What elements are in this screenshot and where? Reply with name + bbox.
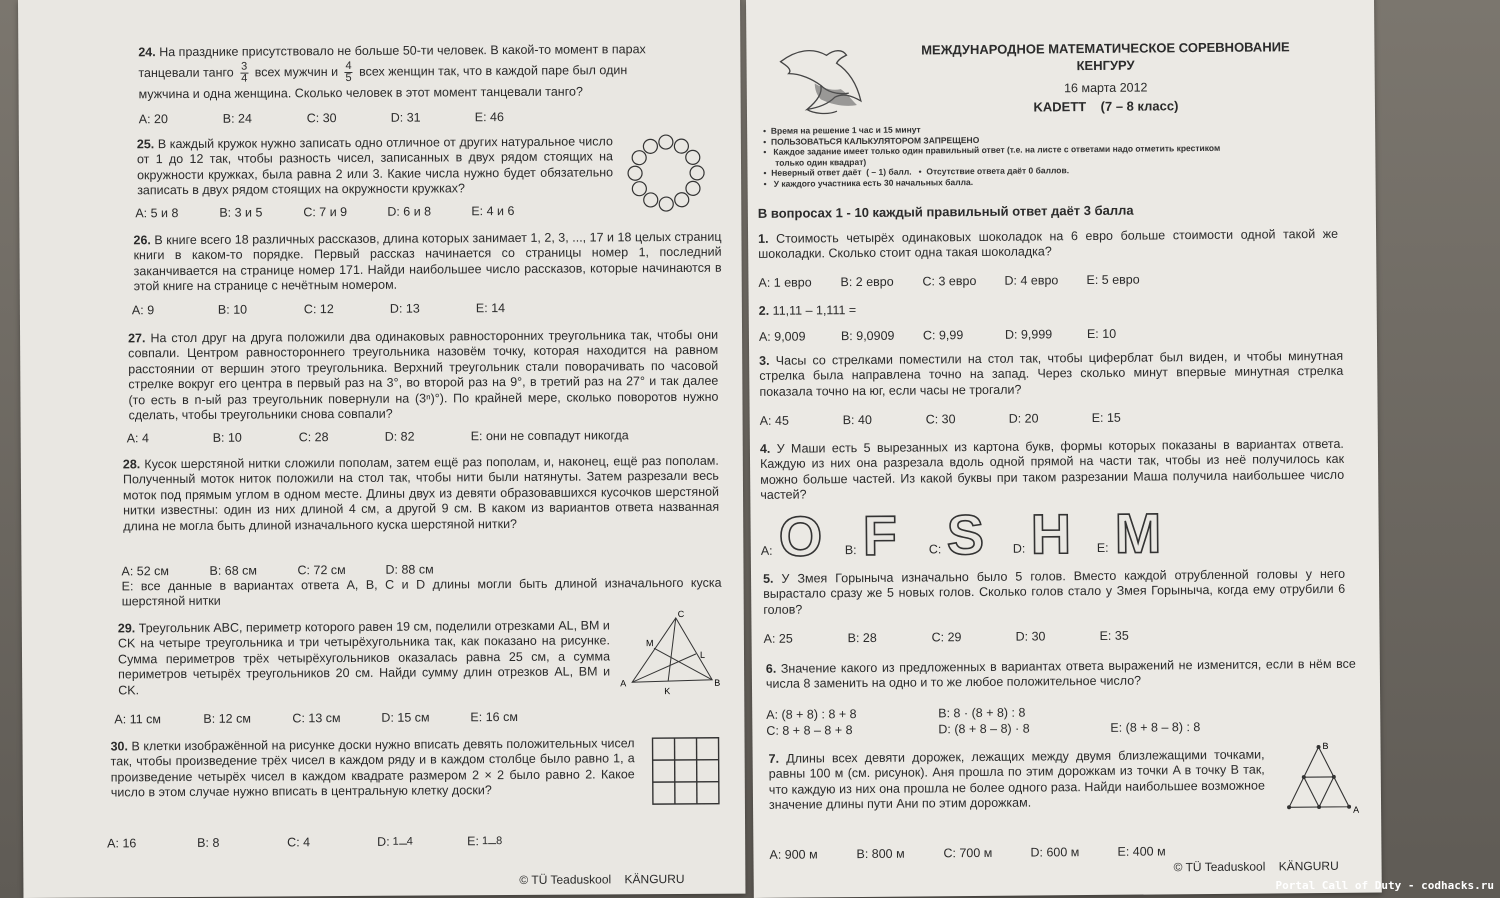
answer-option: A: 4 — [126, 431, 149, 446]
question-5 — [763, 567, 1345, 618]
answer-option: B: 40 — [842, 412, 872, 428]
question-text: Длины всех девяти дорожек, лежащих между двумя близлежащими точками, равны 100 м (см. рисунок). Аня прошла по этим дорожкам из точки A в точку B так, что каждую из них она прошла не более одного раза. Найди наибольшее возможное значение длины пути Ани по этим дорожкам. — [768, 747, 1265, 813]
fraction — [393, 837, 413, 848]
answer-option: C: 4 — [287, 834, 311, 850]
question-number: 5. — [762, 571, 774, 586]
answer-option: B: 12 см — [203, 711, 251, 726]
competition-name: КЕНГУРУ — [1076, 57, 1135, 74]
answer-option: E: 15 — [1091, 410, 1121, 425]
answer-option: B: 10 — [217, 302, 248, 317]
question-text: танцевали танго — [138, 65, 234, 81]
answer-option: E: 35 — [1099, 628, 1129, 643]
answer-letter: A: — [760, 543, 773, 558]
answer-option: A: 45 — [759, 413, 789, 428]
question-text: Значение какого из предложенных в вариантах ответа выражений не изменится, если в нём все числа 8 заменить на одно и то же любое положительное число? — [765, 656, 1356, 692]
vertex-label-b: B — [714, 677, 721, 688]
triangle-abc-figure — [620, 608, 725, 701]
ring-circle — [643, 139, 657, 153]
question-text: Стоимость четырёх одинаковых шоколадок на 6 евро больше стоимости одной такой же шоколадки. Сколько стоит одна такая шоколадка? — [758, 226, 1339, 262]
letter-shape-f: F — [862, 503, 898, 568]
question-number: 6. — [765, 661, 777, 676]
answer-option-d — [377, 834, 467, 849]
question-4 — [760, 437, 1345, 504]
question-number: 4. — [759, 441, 771, 456]
answer-option: A: 11 см — [114, 712, 162, 727]
answer-letter: C: — [928, 542, 942, 557]
section-heading: В вопросах 1 - 10 каждый правильный ответ даёт 3 балла — [757, 202, 1134, 221]
question-29 — [118, 618, 610, 698]
answer-option: A: 16 — [107, 835, 137, 851]
fraction — [482, 836, 502, 847]
competition-title: МЕЖДУНАРОДНОЕ МАТЕМАТИЧЕСКОЕ СОРЕВНОВАНИЕ — [921, 39, 1290, 58]
answer-option: D: 30 — [1015, 629, 1046, 644]
vertex-label-a: A — [620, 678, 627, 689]
letter-shape-m: M — [1114, 501, 1162, 565]
ring-circle — [659, 197, 673, 211]
answers-24 — [139, 110, 504, 126]
answer-option: C: 3 евро — [922, 274, 977, 289]
answers-25 — [135, 204, 514, 220]
answer-option: A: 9,009 — [758, 329, 806, 344]
answer-option: B: 8 · (8 + 8) : 8 — [938, 705, 1026, 721]
question-number: 28. — [122, 457, 141, 472]
answer-option: C: 8 + 8 – 8 + 8 — [766, 723, 853, 738]
question-text: В клетки изображённой на рисунке доски нужно вписать девять положительных чисел так, чтобы произведение трёх чисел в каждом ряду и в каждом столбце было равно 1, а произведение четырёх чисел в каждом квадрате размером 2 × 2 было равно 2. Какое число в этом случае нужно вписать в центральную клетку доски? — [110, 736, 635, 800]
numerator: 1 — [481, 835, 489, 848]
letter-shape-h: H — [1030, 502, 1072, 566]
answer-option: D: 20 — [1008, 411, 1039, 426]
answer-option: A: 52 см — [121, 564, 170, 579]
answers-7 — [769, 844, 1165, 861]
rule-item: • Каждое задание имеет только один правильный ответ (т.е. на листе с ответами надо отметить крестиком — [763, 143, 1221, 158]
answer-letter: E: — [467, 833, 480, 848]
answer-option: D: 4 евро — [1004, 273, 1059, 288]
answers-6-row2 — [766, 720, 1200, 738]
left-page — [18, 0, 745, 898]
question-number: 29. — [117, 621, 136, 636]
answer-option: D: 88 см — [385, 562, 434, 577]
answers-1 — [758, 273, 1139, 290]
answer-option: B: 9,0909 — [840, 328, 895, 344]
answer-option: C: 9,99 — [922, 328, 964, 343]
denominator: 8 — [496, 834, 503, 848]
answer-option: B: 8 — [197, 835, 220, 850]
answer-option: A: 900 м — [769, 847, 818, 862]
numerator: 4 — [345, 60, 352, 73]
answers-28 — [121, 562, 433, 578]
footer: © TÜ Teaduskool KÄNGURU — [519, 871, 685, 887]
answer-option: B: 68 см — [209, 563, 258, 578]
answer-letter: D: — [1012, 541, 1026, 556]
question-text: всех женщин так, что в каждой паре был один — [358, 63, 628, 80]
question-2 — [759, 299, 1339, 319]
question-30 — [111, 736, 635, 801]
question-3 — [759, 349, 1343, 400]
answer-option: C: 28 — [298, 430, 329, 445]
ring-circle — [686, 181, 700, 195]
ring-circle — [632, 182, 646, 196]
question-text: У Змея Горыныча изначально было 5 голов. Вместо каждой отрубленной головы у него вырастало сразу же 5 новых голов. Сколько голов стало у Змея Горыныча, когда ему отрубили 6 голов? — [763, 566, 1346, 617]
point-label-a: A — [1353, 804, 1360, 815]
competition-date: 16 марта 2012 — [1064, 80, 1148, 96]
circle-of-circles-figure — [623, 132, 709, 215]
question-24 — [138, 42, 726, 103]
letter-shape-o: O — [778, 504, 823, 568]
grid-3x3-figure — [651, 736, 723, 808]
answer-option: D: 600 м — [1030, 845, 1080, 860]
answer-option: C: 72 см — [297, 563, 346, 578]
answer-option: A: (8 + 8) : 8 + 8 — [766, 707, 857, 722]
question-number: 1. — [758, 231, 769, 246]
question-28 — [123, 454, 719, 535]
question-text: мужчина и одна женщина. Сколько человек в этот момент танцевали танго? — [138, 84, 583, 102]
answer-option: E: 16 см — [470, 709, 518, 725]
answer-option: B: 28 — [847, 630, 877, 646]
answer-option: C: 29 — [931, 630, 962, 645]
answer-option: C: 30 — [925, 412, 956, 427]
answer-option: A: 20 — [138, 112, 168, 127]
question-text: У Маши есть 5 вырезанных из картона букв, формы которых показаны в вариантах ответа. Каждую из них она разрезала вдоль одной прямой на части так, чтобы из неё получилось как можно больше частей. Из какой буквы при таком разрезании Маша получила наибольшее число частей? — [759, 436, 1345, 503]
answers-29 — [114, 710, 518, 726]
question-1 — [758, 227, 1338, 263]
question-25 — [137, 134, 613, 199]
question-text: Кусок шерстяной нитки сложили пополам, затем ещё раз пополам, и, наконец, ещё раз пополам. Полученный моток ниток положили на стол так, чтобы нити были натянуты. Затем разрезали весь моток под прямым углом в одном месте. Длины двух из девяти образовавшихся кусочков шерстяной нитки известны: один из них длиной 4 см, а другой 9 см. В каком из вариантов ответа названная длина не могла быть длиной изначального куска шерстяной нитки? — [122, 453, 720, 533]
rule-item: • Неверный ответ даёт ( – 1) балл. • Отсутствие ответа даёт 0 баллов. — [763, 165, 1070, 179]
answer-letter: D: — [377, 834, 390, 849]
answer-option: C: 12 — [303, 302, 334, 317]
answers-27 — [127, 428, 629, 445]
answer-option: C: 13 см — [292, 711, 341, 726]
watermark: Portal Call of Duty - codhacks.ru — [1275, 879, 1494, 892]
answer-option: D: 31 — [390, 110, 421, 125]
ring-circle — [632, 151, 646, 165]
question-number: 26. — [133, 233, 151, 248]
answer-option: B: 24 — [222, 111, 252, 126]
answers-5 — [764, 629, 1129, 646]
answer-option: C: 30 — [306, 111, 337, 126]
answer-option: D: 13 — [389, 301, 420, 316]
ring-circle — [674, 139, 688, 153]
rules-list — [763, 121, 1354, 190]
answers-30 — [107, 833, 505, 850]
letter-shape-s: S — [946, 502, 985, 567]
answer-option: D: 9,999 — [1004, 327, 1053, 342]
answer-option: E: 14 — [475, 301, 506, 316]
answer-option: B: 2 евро — [840, 274, 894, 290]
question-26 — [133, 230, 721, 295]
ring-circle — [675, 193, 689, 207]
denominator: 4 — [406, 835, 413, 848]
question-number: 7. — [768, 751, 780, 766]
rule-item: • ПОЛЬЗОВАТЬСЯ КАЛЬКУЛЯТОРОМ ЗАПРЕЩЕНО — [763, 134, 980, 147]
answer-letter: E: — [1096, 540, 1109, 555]
answer-option-e-28: E: все данные в вариантах ответа A, B, C и D длины могли быть длиной изначального куска шерстяной нитки — [121, 575, 722, 609]
question-number: 25. — [136, 137, 155, 152]
question-text: Часы со стрелками поместили на стол так, чтобы циферблат был виден, и чтобы минутная стрелка была направлена точно на запад. Через сколько минут впервые минутная стрелка показала точно на юг, если часы не трогали? — [759, 348, 1344, 399]
point-label-m: M — [645, 638, 654, 649]
question-number: 24. — [138, 45, 156, 60]
answer-option: A: 5 и 8 — [135, 206, 179, 221]
denominator: 5 — [345, 72, 352, 85]
answer-option: E: они не совпадут никогда — [470, 428, 629, 444]
vertex-label-c: C — [677, 608, 685, 619]
answer-option: D: (8 + 8 – 8) · 8 — [938, 721, 1030, 737]
question-text: всех мужчин и — [254, 65, 339, 80]
numerator: 1 — [392, 835, 399, 848]
answer-option: B: 10 — [212, 430, 242, 445]
answer-option: C: 700 м — [943, 845, 993, 861]
answer-option: A: 25 — [763, 631, 793, 646]
letters-options — [760, 501, 1180, 568]
fraction — [240, 62, 248, 85]
answer-option: E: 4 и 6 — [471, 203, 515, 219]
triangle-paths-figure — [1278, 741, 1365, 822]
answers-6-row1 — [766, 706, 1025, 722]
question-text: В книге всего 18 различных рассказов, длина которых занимает 1, 2, 3, ..., 17 и 18 целых страниц книги в каком-то порядке. Первый рассказ начинается со страницы номер 1, последний заканчивается на странице номер 171. Найди наибольшее число рассказов, которые начинаются в этой книге на странице с нечётным номером. — [133, 229, 722, 294]
answer-letter: B: — [844, 543, 857, 558]
ring-circle — [659, 135, 673, 149]
kangaroo-logo — [776, 43, 867, 118]
question-text: На празднике присутствовало не больше 50-ти человек. В какой-то момент в парах — [159, 42, 646, 60]
denominator: 4 — [241, 73, 248, 86]
question-number: 2. — [758, 303, 770, 318]
question-text: 11,11 – 1,111 = — [772, 303, 857, 318]
ring-circle — [686, 150, 700, 164]
rule-item: • У каждого участника есть 30 начальных балла. — [763, 176, 974, 189]
rule-item: • Время на решение 1 час и 15 минут — [763, 124, 921, 136]
fraction — [344, 61, 352, 84]
answer-option: A: 9 — [131, 303, 155, 318]
ring-circle — [690, 166, 704, 180]
answer-option: E: 5 евро — [1086, 272, 1140, 288]
question-27 — [128, 328, 719, 424]
ring-circle — [644, 193, 658, 207]
ring-circle — [628, 166, 642, 180]
question-number: 30. — [110, 739, 128, 754]
answer-option: E: 46 — [474, 110, 504, 125]
answer-option: E: (8 + 8 – 8) : 8 — [1110, 720, 1201, 735]
question-number: 27. — [128, 331, 146, 346]
question-number: 3. — [759, 353, 770, 368]
question-text: В каждый кружок нужно записать одно отличное от других натуральное число от 1 до 12 так, чтобы разность чисел, записанных в двух рядом стоящих на окружности кружках, была равна 2 или 3. Какие числа нужно будет обязательно записать в двух рядом стоящих на окружности кружках? — [136, 134, 614, 198]
point-label-k: K — [664, 686, 671, 697]
question-6 — [766, 657, 1356, 693]
answer-option: D: 15 см — [381, 710, 430, 725]
answers-2 — [759, 327, 1116, 344]
answer-option: D: 6 и 8 — [387, 204, 432, 219]
answer-option: B: 3 и 5 — [219, 205, 263, 220]
answer-option-e — [467, 834, 505, 848]
point-label-l: L — [699, 649, 706, 660]
answer-option: B: 800 м — [856, 846, 905, 862]
answer-option: D: 82 — [384, 429, 415, 444]
question-text: Треугольник ABC, периметр которого равен 19 см, поделили отрезками AL, BM и CK на четыре треугольника и три четырёхугольника так, как показано на рисунке. Сумма периметров трёх четырёхугольников оказалась равна 25 см, а сумма периметров четырёх треугольников 20 см. Найди сумму длин отрезков AL, BM и CK. — [117, 618, 611, 698]
right-page — [746, 0, 1382, 898]
numerator: 3 — [241, 61, 248, 74]
footer: © TÜ Teaduskool KÄNGURU — [1173, 858, 1339, 875]
competition-level: KADETT (7 – 8 класс) — [1033, 98, 1179, 115]
question-text: На стол друг на друга положили два одинаковых равносторонних треугольника так, чтобы они совпали. Центром равностороннего треугольника назовём точку, которая находится на равном расстоянии от вершин этого треугольника. Верхний треугольник стали поворачивать по часовой стрелке вокруг его центра в первый раз на 3°, во второй раз на 9°, в третий раз на 27° и так далее (то есть в n-ый раз треугольник повернули на (3ⁿ)°). По крайней мере, сколько поворотов нужно сделать, чтобы треугольники снова совпали? — [128, 327, 719, 423]
answer-option: C: 7 и 9 — [303, 204, 348, 220]
point-label-b: B — [1322, 740, 1329, 751]
answer-option: A: 1 евро — [758, 275, 812, 290]
answers-3 — [760, 411, 1121, 428]
answer-option: E: 400 м — [1117, 844, 1166, 859]
rule-item: только один квадрат) — [763, 156, 867, 168]
answer-option: E: 10 — [1086, 326, 1117, 342]
answers-26 — [132, 301, 505, 317]
question-7 — [769, 748, 1266, 814]
